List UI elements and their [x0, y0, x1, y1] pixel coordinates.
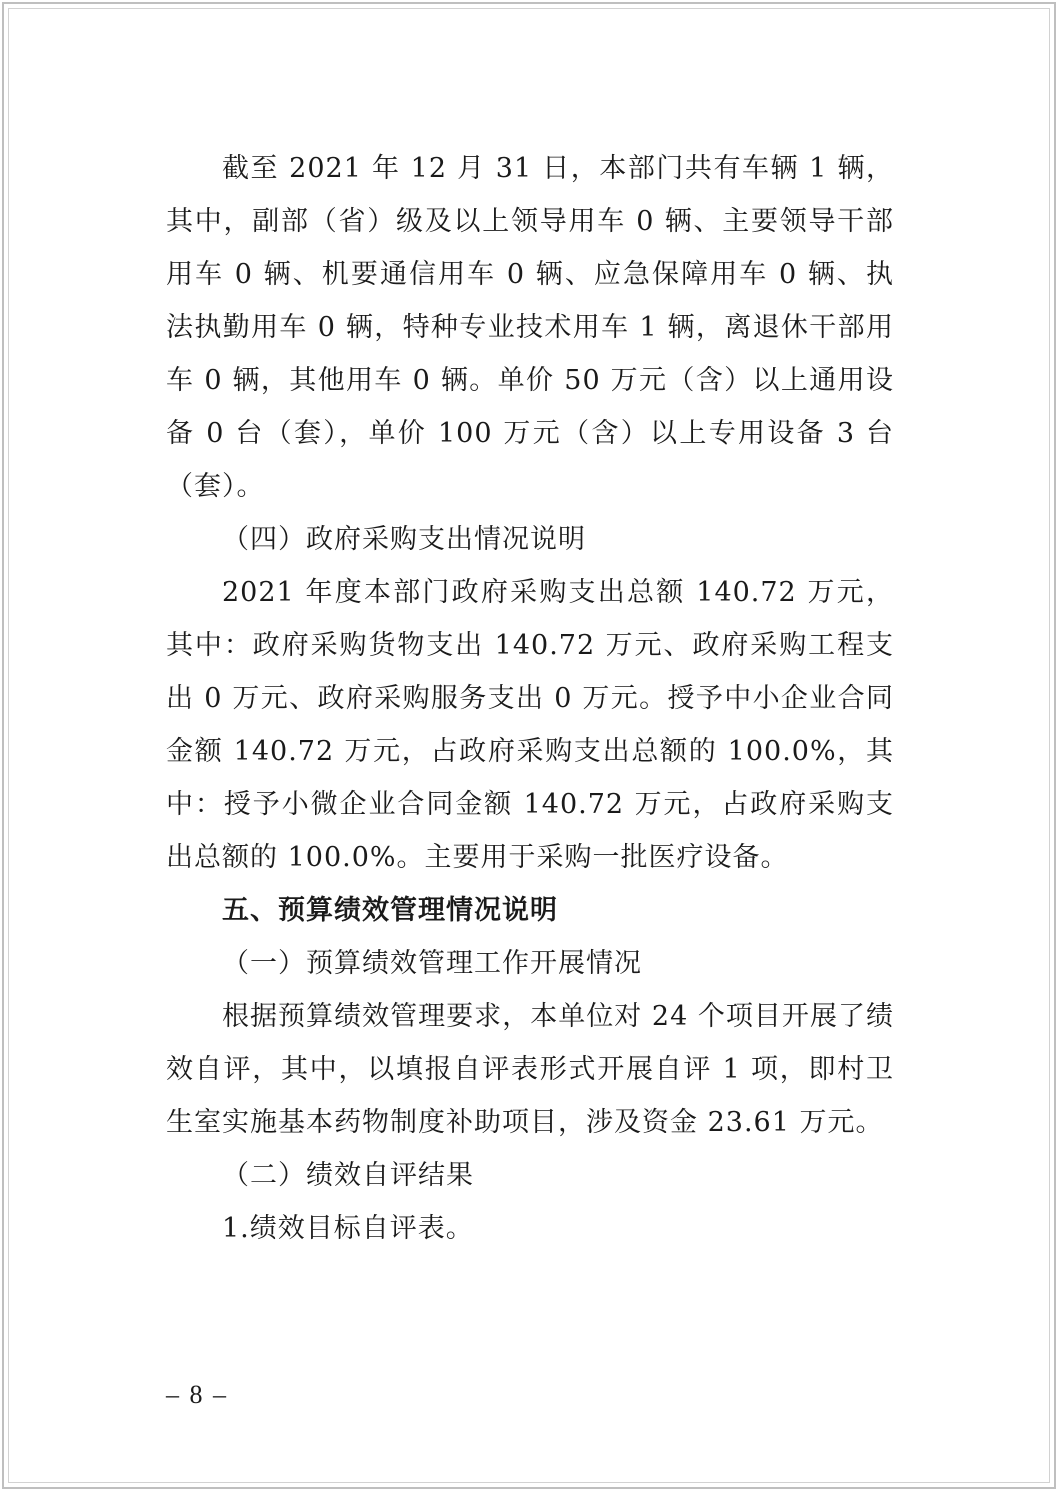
- paragraph-performance-work: 根据预算绩效管理要求，本单位对 24 个项目开展了绩效自评，其中，以填报自评表形式开展自评 1 项，即村卫生室实施基本药物制度补助项目，涉及资金 23.61 万元。: [166, 1001, 894, 1138]
- heading-budget-performance: 五、预算绩效管理情况说明: [222, 895, 558, 926]
- heading-self-evaluation-results: （二）绩效自评结果: [222, 1160, 474, 1191]
- document-body: [166, 142, 894, 1255]
- heading-government-procurement: （四）政府采购支出情况说明: [222, 524, 586, 555]
- paragraph-vehicles-equipment: 截至 2021 年 12 月 31 日，本部门共有车辆 1 辆，其中，副部（省）级及以上领导用车 0 辆、主要领导干部用车 0 辆、机要通信用车 0 辆、应急保障用车 0 辆、执法执勤用车 0 辆，特种专业技术用车 1 辆，离退休干部用车 0 辆，其他用车 0 辆。单价 50 万元（含）以上通用设备 0 台（套），单价 100 万元（含）以上专用设备 3 台（套）。: [166, 153, 894, 502]
- page-number: – 8 –: [166, 1380, 228, 1409]
- paragraph-self-evaluation-table: 1.绩效目标自评表。: [222, 1213, 474, 1244]
- heading-performance-work: （一）预算绩效管理工作开展情况: [222, 948, 642, 979]
- paragraph-government-procurement: 2021 年度本部门政府采购支出总额 140.72 万元，其中：政府采购货物支出 140.72 万元、政府采购工程支出 0 万元、政府采购服务支出 0 万元。授予中小企业合同金额 140.72 万元，占政府采购支出总额的 100.0%，其中：授予小微企业合同金额 140.72 万元，占政府采购支出总额的 100.0%。主要用于采购一批医疗设备。: [166, 577, 894, 873]
